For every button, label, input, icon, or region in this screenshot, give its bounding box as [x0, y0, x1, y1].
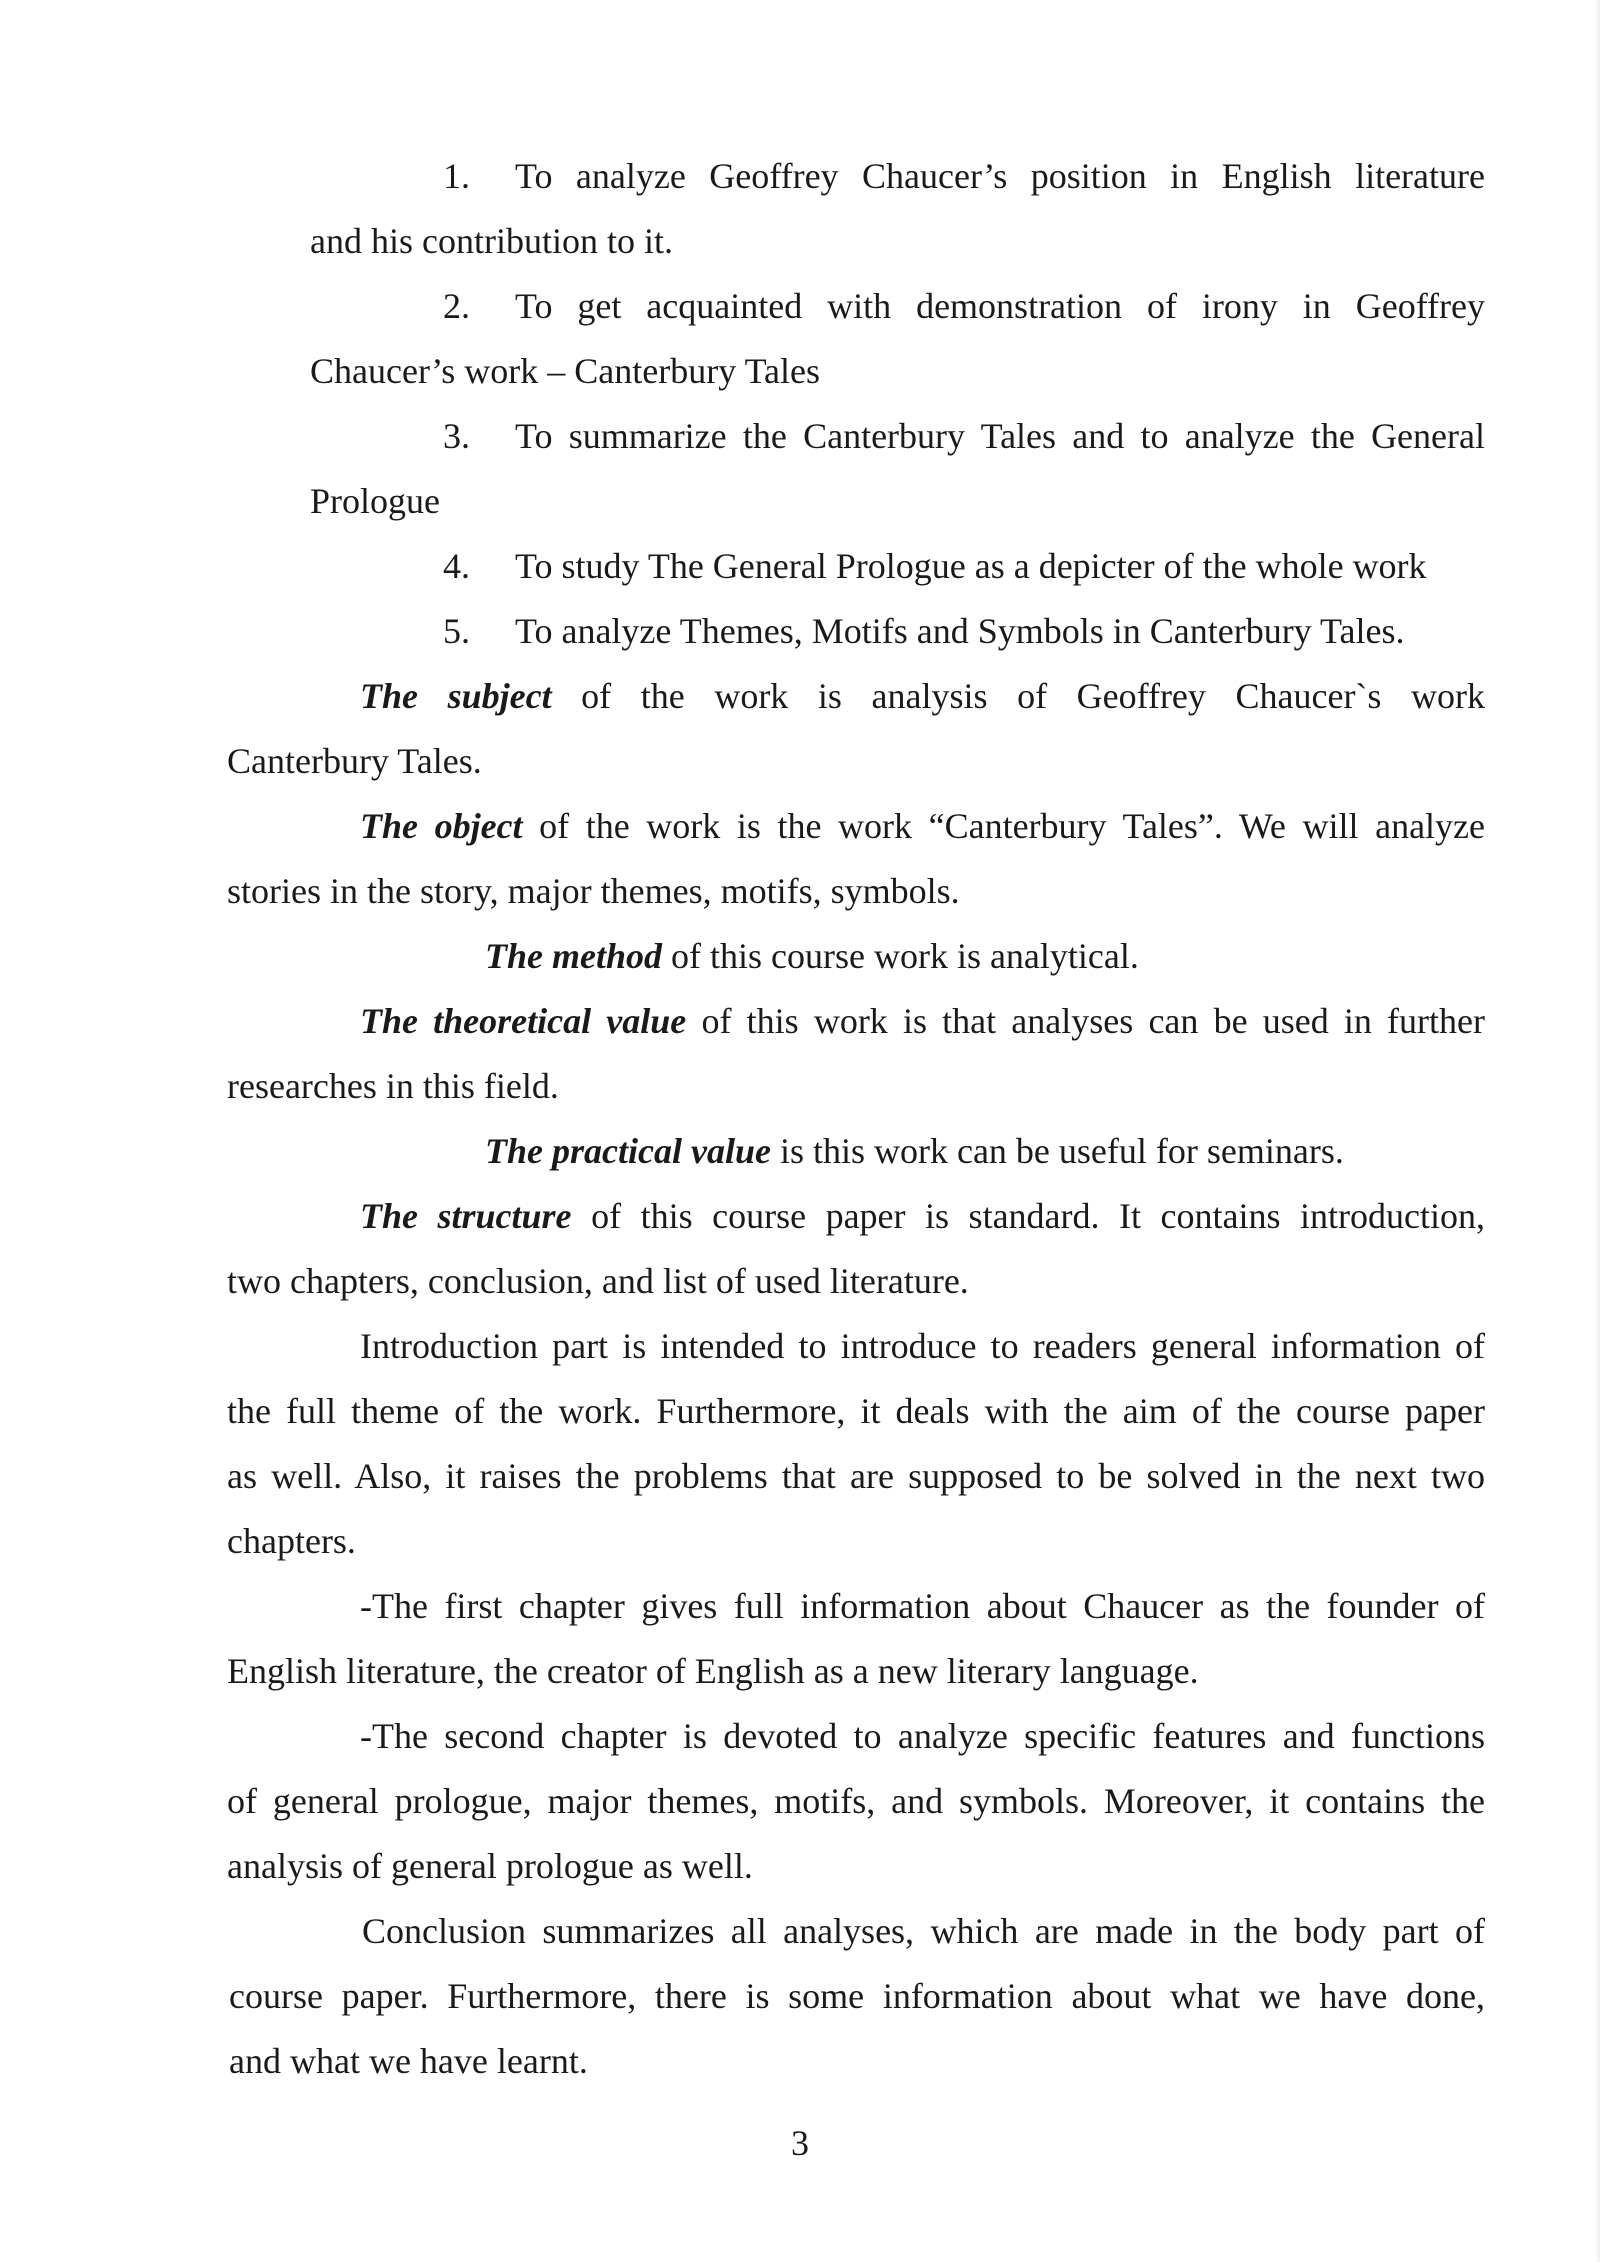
- task-text: To study The General Prologue as a depicter of the whole work: [515, 546, 1427, 586]
- task-number: 1.: [443, 156, 470, 196]
- method-paragraph: [485, 931, 1139, 981]
- task-item-2-continued: Chaucer’s work – Canterbury Tales: [310, 351, 821, 391]
- object-paragraph: [360, 801, 1485, 851]
- practical-value-paragraph: [485, 1126, 1344, 1176]
- task-number: 5.: [443, 611, 470, 651]
- method-text: of this course work is analytical.: [671, 936, 1139, 976]
- subject-text: of the work is analysis of Geoffrey Chaucer`s work: [581, 676, 1486, 716]
- task-item-1: [443, 151, 1485, 201]
- chapter-one-paragraph-line-2: English literature, the creator of English as a new literary language.: [227, 1651, 1199, 1691]
- theoretical-value-paragraph-continued: researches in this field.: [227, 1066, 559, 1106]
- introduction-paragraph-line-3: as well. Also, it raises the problems that are supposed to be solved in the next two: [227, 1456, 1485, 1496]
- task-number: 2.: [443, 286, 470, 326]
- practical-value-text: is this work can be useful for seminars.: [779, 1131, 1344, 1171]
- object-text: of the work is the work “Canterbury Tales”. We will analyze: [539, 806, 1486, 846]
- conclusion-paragraph-line-2: course paper. Furthermore, there is some information about what we have done,: [229, 1976, 1485, 2016]
- task-item-4: [443, 541, 1485, 591]
- object-paragraph-continued: stories in the story, major themes, motifs, symbols.: [227, 871, 960, 911]
- task-number: 3.: [443, 416, 470, 456]
- conclusion-paragraph-line-3: and what we have learnt.: [229, 2041, 588, 2081]
- theoretical-value-term: The theoretical value: [360, 1001, 687, 1041]
- task-item-3: [443, 411, 1485, 461]
- structure-paragraph-continued: two chapters, conclusion, and list of used literature.: [227, 1261, 969, 1301]
- method-term: The method: [485, 936, 662, 976]
- structure-term: The structure: [360, 1196, 572, 1236]
- theoretical-value-text: of this work is that analyses can be used in further: [701, 1001, 1485, 1041]
- structure-paragraph: [360, 1191, 1485, 1241]
- practical-value-term: The practical value: [485, 1131, 771, 1171]
- page-number: 3: [791, 2123, 809, 2163]
- task-item-1-continued: and his contribution to it.: [310, 221, 673, 261]
- task-item-5: [443, 606, 1485, 656]
- chapter-two-paragraph-line-2: of general prologue, major themes, motifs, and symbols. Moreover, it contains the: [227, 1781, 1485, 1821]
- subject-term: The subject: [360, 676, 552, 716]
- chapter-one-paragraph: -The first chapter gives full information about Chaucer as the founder of: [360, 1586, 1485, 1626]
- task-text: To summarize the Canterbury Tales and to analyze the General: [515, 416, 1485, 456]
- task-number: 4.: [443, 546, 470, 586]
- task-text: To get acquainted with demonstration of irony in Geoffrey: [515, 286, 1485, 326]
- conclusion-paragraph: Conclusion summarizes all analyses, which are made in the body part of: [362, 1911, 1485, 1951]
- subject-paragraph: [360, 671, 1485, 721]
- introduction-paragraph: Introduction part is intended to introduce to readers general information of: [360, 1326, 1485, 1366]
- task-text: To analyze Themes, Motifs and Symbols in Canterbury Tales.: [515, 611, 1405, 651]
- theoretical-value-paragraph: [360, 996, 1485, 1046]
- introduction-paragraph-line-4: chapters.: [227, 1521, 356, 1561]
- task-item-3-continued: Prologue: [310, 481, 440, 521]
- task-text: To analyze Geoffrey Chaucer’s position in English literature: [515, 156, 1485, 196]
- introduction-paragraph-line-2: the full theme of the work. Furthermore, it deals with the aim of the course paper: [227, 1391, 1485, 1431]
- chapter-two-paragraph-line-3: analysis of general prologue as well.: [227, 1846, 753, 1886]
- task-item-2: [443, 281, 1485, 331]
- chapter-two-paragraph: -The second chapter is devoted to analyze specific features and functions: [360, 1716, 1485, 1756]
- structure-text: of this course paper is standard. It contains introduction,: [591, 1196, 1485, 1236]
- object-term: The object: [360, 806, 523, 846]
- subject-paragraph-continued: Canterbury Tales.: [227, 741, 482, 781]
